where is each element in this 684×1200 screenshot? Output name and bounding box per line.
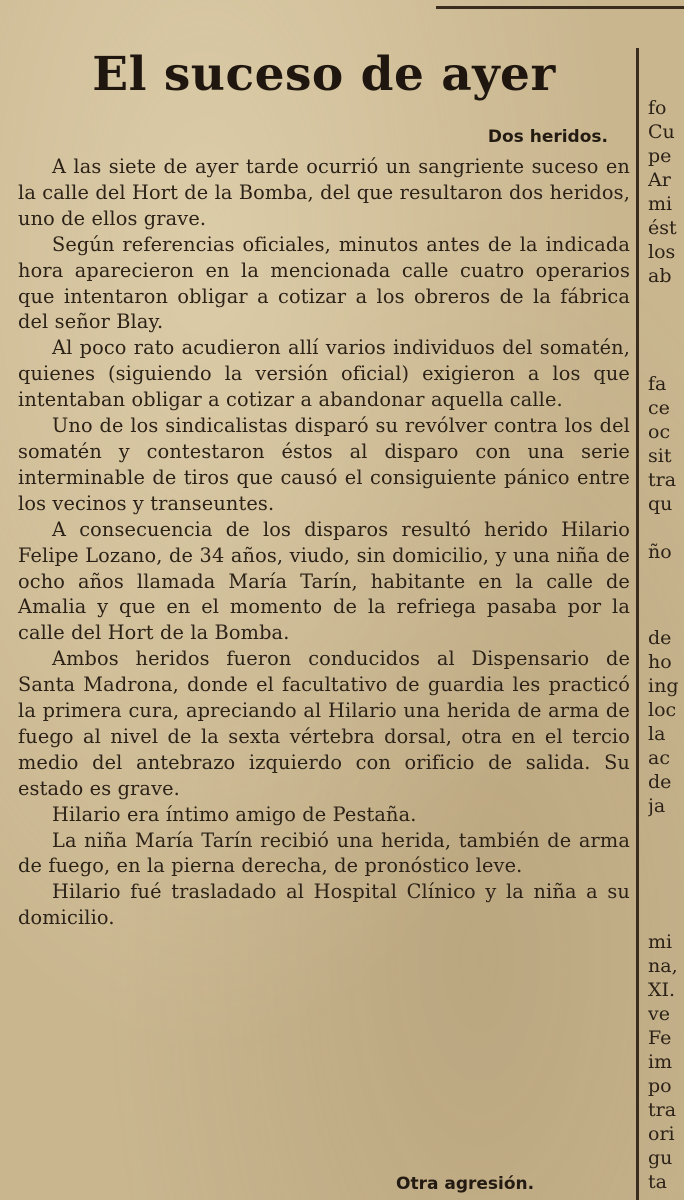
article-paragraph: Al poco rato acudieron allí varios individuos del somatén, quienes (siguiendo la versión oficial) exigieron a los que intentaban obligar a cotizar a abandonar aquella calle. — [18, 336, 630, 412]
adjacent-column-fragment: los — [648, 241, 676, 263]
adjacent-column-fragment: de — [648, 627, 672, 649]
headline: El suceso de ayer — [92, 47, 556, 102]
adjacent-column-fragment: mi — [648, 931, 673, 953]
adjacent-column-fragment: ta — [648, 1171, 667, 1193]
article-paragraph: A las siete de ayer tarde ocurrió un sangriente suceso en la calle del Hort de la Bomba, del que resultaron dos heridos, uno de ellos grave. — [18, 155, 630, 230]
adjacent-column-fragment: sit — [648, 445, 672, 467]
top-column-rule — [436, 6, 684, 9]
adjacent-column-fragment: loc — [648, 699, 677, 721]
adjacent-column-fragment: oc — [648, 421, 671, 443]
article-paragraph: Hilario fué trasladado al Hospital Clínico y la niña a su domicilio. — [18, 880, 630, 930]
adjacent-column-fragment: ori — [648, 1123, 675, 1145]
article-paragraph: La niña María Tarín recibió una herida, también de arma de fuego, en la pierna derecha, de pronóstico leve. — [18, 828, 630, 878]
subheading: Dos heridos. — [487, 127, 608, 147]
adjacent-column-fragment: ve — [648, 1003, 670, 1025]
article-column — [18, 40, 630, 931]
adjacent-column-fragment: ja — [648, 795, 666, 817]
adjacent-column-fragment: ño — [648, 541, 672, 563]
adjacent-column-fragment: fa — [648, 373, 667, 395]
adjacent-column-fragment: la — [648, 723, 666, 745]
adjacent-column-fragment: gu — [648, 1147, 673, 1169]
adjacent-column-fragment: po — [648, 1075, 672, 1097]
adjacent-column-fragment: qu — [648, 493, 673, 515]
adjacent-column-fragment: Cu — [648, 121, 675, 143]
adjacent-column-fragment: na, — [648, 955, 678, 977]
adjacent-column-fragment: ce — [648, 397, 670, 419]
adjacent-column-fragment: tra — [648, 469, 677, 491]
adjacent-column-fragment: im — [648, 1051, 673, 1073]
article-paragraph: Hilario era íntimo amigo de Pestaña. — [52, 802, 417, 826]
adjacent-column-fragment: ab — [648, 265, 672, 287]
article-paragraph: A consecuencia de los disparos resultó herido Hilario Felipe Lozano, de 34 años, viudo, sin domicilio, y una niña de ocho años llamada María Tarín, habitante en la calle de Amalia y que en el momento de la refriega pasaba por la calle del Hort de la Bomba. — [18, 517, 630, 645]
adjacent-column-fragment: tra — [648, 1099, 677, 1121]
article-paragraph: Ambos heridos fueron conducidos al Dispensario de Santa Madrona, donde el facultativo de guardia les practicó la primera cura, apreciando al Hilario una herida de arma de fuego al nivel de la sexta vértebra dorsal, otra en el tercio medio del antebrazo izquierdo con orificio de salida. Su estado es grave. — [18, 647, 630, 800]
adjacent-column-fragment: pe — [648, 145, 672, 167]
next-section-crosshead: Otra agresión. — [396, 1174, 535, 1194]
article-paragraph: Uno de los sindicalistas disparó su revólver contra los del somatén y contestaron éstos al disparo con una serie interminable de tiros que causó el consiguiente pánico entre los vecinos y transeuntes. — [18, 414, 630, 515]
adjacent-column-fragment: ho — [648, 651, 672, 673]
adjacent-column-fragment: ést — [648, 217, 677, 239]
adjacent-column-fragment: Fe — [648, 1027, 672, 1049]
adjacent-column-fragment: fo — [648, 97, 667, 119]
adjacent-column-fragment: ing — [648, 675, 679, 697]
adjacent-column-fragment: Ar — [648, 169, 671, 191]
adjacent-column-fragment: XI. — [648, 979, 676, 1001]
article-paragraph: Según referencias oficiales, minutos antes de la indicada hora aparecieron en la mencionada calle cuatro operarios que intentaron obligar a cotizar a los obreros de la fábrica del señor Blay. — [18, 232, 630, 334]
adjacent-column-fragment: de — [648, 771, 672, 793]
column-divider — [636, 48, 639, 1200]
adjacent-column-fragment: ac — [648, 747, 670, 769]
adjacent-column-fragments — [648, 96, 684, 1200]
adjacent-column-fragment: mi — [648, 193, 673, 215]
